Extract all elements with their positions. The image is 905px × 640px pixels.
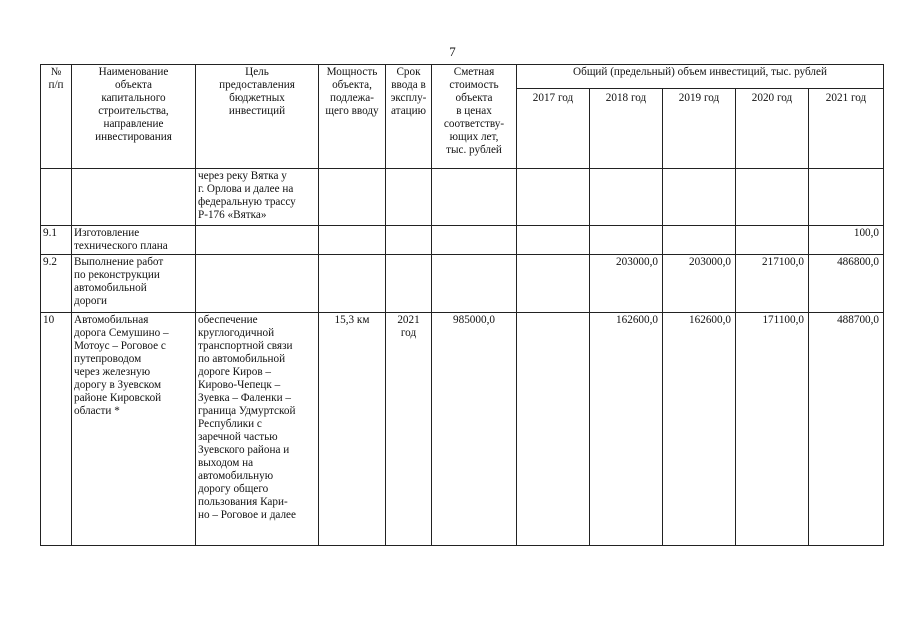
header-total-investment: Общий (предельный) объем инвестиций, тыс. рублей: [517, 65, 884, 89]
header-capacity: Мощность объекта, подлежа- щего вводу: [319, 65, 386, 169]
row-value-2018: [590, 226, 663, 255]
row-term: [386, 255, 432, 313]
header-year-2018: 2018 год: [590, 89, 663, 169]
row-cost: [432, 255, 517, 313]
row-term: [386, 226, 432, 255]
row-value-2020: [736, 226, 809, 255]
row-value-2017: [517, 255, 590, 313]
row-capacity: [319, 226, 386, 255]
row-value-2018: 203000,0: [590, 255, 663, 313]
table-row: [41, 169, 884, 226]
row-num: 9.2: [41, 255, 72, 313]
header-year-2019: 2019 год: [663, 89, 736, 169]
header-cost: Сметная стоимость объекта в ценах соответству- ющих лет, тыс. рублей: [432, 65, 517, 169]
header-year-2021: 2021 год: [809, 89, 884, 169]
row-value-2021: 100,0: [809, 226, 884, 255]
row-value-2019: [663, 169, 736, 226]
row-value-2017: [517, 313, 590, 546]
header-name: Наименование объекта капитального строительства, направление инвестирования: [72, 65, 196, 169]
row-capacity: 15,3 км: [319, 313, 386, 546]
row-term: [386, 169, 432, 226]
row-value-2021: 486800,0: [809, 255, 884, 313]
row-num: [41, 169, 72, 226]
header-goal: Цель предоставления бюджетных инвестиций: [196, 65, 319, 169]
row-name: Выполнение работ по реконструкции автомобильной дороги: [72, 255, 196, 313]
table-row: [41, 255, 884, 313]
table-row: [41, 313, 884, 546]
row-goal: [196, 255, 319, 313]
row-term: 2021 год: [386, 313, 432, 546]
table-row: [41, 226, 884, 255]
row-name: Изготовление технического плана: [72, 226, 196, 255]
row-capacity: [319, 255, 386, 313]
header-year-2020: 2020 год: [736, 89, 809, 169]
header-year-2017: 2017 год: [517, 89, 590, 169]
row-name: [72, 169, 196, 226]
row-value-2019: 162600,0: [663, 313, 736, 546]
row-value-2021: [809, 169, 884, 226]
row-value-2020: 217100,0: [736, 255, 809, 313]
investment-table: [40, 64, 884, 546]
row-goal: обеспечение круглогодичной транспортной связи по автомобильной дороге Киров – Кирово-Чепецк – Зуевка – Фаленки – граница Удмуртской Республики с заречной частью Зуевского района и выходом на автомобильную дорогу общего пользования Кари- но – Роговое и далее: [196, 313, 319, 546]
row-value-2018: [590, 169, 663, 226]
row-capacity: [319, 169, 386, 226]
row-cost: 985000,0: [432, 313, 517, 546]
row-value-2021: 488700,0: [809, 313, 884, 546]
row-value-2018: 162600,0: [590, 313, 663, 546]
row-cost: [432, 169, 517, 226]
row-goal: [196, 226, 319, 255]
row-num: 10: [41, 313, 72, 546]
row-goal: через реку Вятка у г. Орлова и далее на федеральную трассу Р-176 «Вятка»: [196, 169, 319, 226]
header-term: Срок ввода в эксплу- атацию: [386, 65, 432, 169]
page-number: 7: [449, 44, 456, 59]
row-name: Автомобильная дорога Семушино – Мотоус – Роговое с путепроводом через железную дорогу в Зуевском районе Кировской области *: [72, 313, 196, 546]
row-value-2017: [517, 169, 590, 226]
header-num: № п/п: [41, 65, 72, 169]
row-value-2020: [736, 169, 809, 226]
row-value-2019: [663, 226, 736, 255]
row-value-2019: 203000,0: [663, 255, 736, 313]
row-cost: [432, 226, 517, 255]
row-value-2017: [517, 226, 590, 255]
row-num: 9.1: [41, 226, 72, 255]
row-value-2020: 171100,0: [736, 313, 809, 546]
